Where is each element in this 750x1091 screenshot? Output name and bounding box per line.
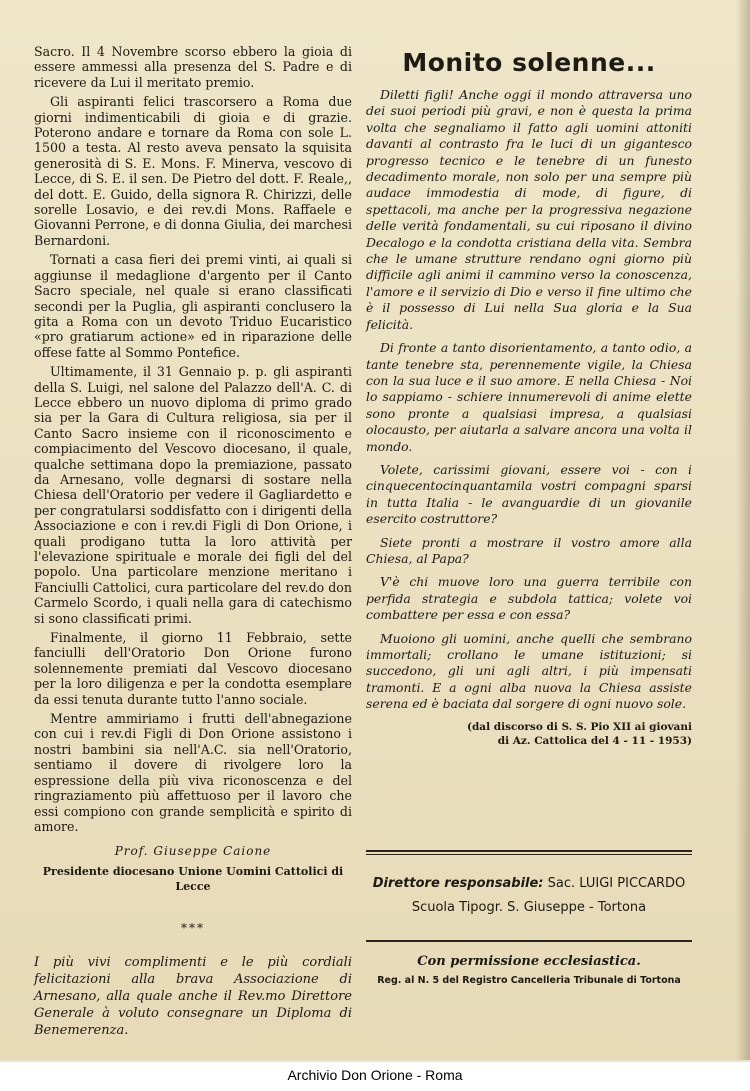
approval-block: [366, 954, 692, 986]
speech-paragraph: Muoiono gli uomini, anche quelli che sembrano immortali; crollano le umane istituzioni; si succedono, gli uni agli altri, i più impensati tramonti. E a ogni alba nuova la Chiesa assiste serena ed è baciata dal sorgere di ogni nuovo sole.: [366, 630, 692, 712]
section-separator: ***: [181, 920, 205, 935]
source-line: (dal discorso di S. S. Pio XII ai giovani: [466, 720, 692, 733]
speech-paragraph: Volete, carissimi giovani, essere voi - con i cinquecentocinquantamila vostri compagni sparsi in tutta Italia - le avanguardie di un giovanile esercito costruttore?: [366, 461, 692, 527]
speech-paragraph: Diletti figli! Anche oggi il mondo attraversa uno dei suoi periodi più gravi, e non è questa la prima volta che segnaliamo il fatto agli uomini attoniti davanti al contrasto fra le luci di un gigantesco progresso tecnico e le tenebre di un funesto decadimento morale, non solo per una sempre più audace immodestia di mode, di figure, di spettacoli, ma anche per la progressiva negazione delle verità fondamentali, su cui riposano il divino Decalogo e la condotta cristiana della vita. Sembra che le umane strutture rendano ogni giorno più difficile agli animi il cammino verso la conoscenza, l'amore e il servizio di Dio e verso il fine ultimo che è il possesso di Lui nella Sua gloria e la Sua felicità.: [366, 87, 692, 332]
article-paragraph: Gli aspiranti felici trascorsero a Roma due giorni indimenticabili di gioia e di grazie. Poterono andare e tornare da Roma con sole L. 1500 a testa. Al resto aveva pensato la squisita generosità di S. E. Mons. F. Minerva, vescovo di Lecce, di S. E. il sen. De Pietro del dott. F. Reale,, del dott. E. Guido, della signora R. Chirizzi, delle sorelle Losavio, e dei rev.di Mons. Raffaele e Giovanni Perrone, e di donna Giulia, dei marchesi Bernardoni.: [34, 94, 352, 248]
article-paragraph: Mentre ammiriamo i frutti dell'abnegazione con cui i rev.di Figli di Don Orione assistono i nostri bambini sia nell'A.C. sia nell'Oratorio, sentiamo il dovere di rivolgere loro la espressione della più viva riconoscenza e del ringraziamento più affettuoso per il lavoro che essi compiono con grande semplicità e spirito di amore.: [34, 711, 352, 834]
archive-footer: Archivio Don Orione - Roma: [0, 1062, 750, 1091]
signature-role: Presidente diocesano Unione Uomini Cattolici di Lecce: [42, 864, 344, 894]
divider-rule: [366, 940, 692, 942]
article-paragraph: Sacro. Il 4 Novembre scorso ebbero la gioia di essere ammessi alla presenza del S. Padre e di ricevere da Lui il meritato premio.: [34, 44, 352, 90]
left-column: [34, 44, 352, 1039]
article-paragraph: Tornati a casa fieri dei premi vinti, ai quali si aggiunse il medaglione d'argento per il Canto Sacro speciale, nel quale si erano classificati secondi per la Puglia, gli aspiranti conclusero la gita a Roma con un devoto Triduo Eucaristico «pro gratiarum actione» ed in riparazione delle offese fatte al Sommo Pontefice.: [34, 252, 352, 360]
speech-paragraph: Di fronte a tanto disorientamento, a tanto odio, a tante tenebre sta, perennemente vigile, la Chiesa con la sua luce e il suo amore. E nella Chiesa - Noi lo sappiamo - schiere innumerevoli di anime elette sono pronte a qualsiasi impresa, a qualsiasi olocausto, per aiutarla a salvare ancora una volta il mondo.: [366, 340, 692, 454]
source-line: di Az. Cattolica del 4 - 11 - 1953): [497, 734, 692, 747]
article-signature: [34, 844, 352, 894]
article-paragraph: Ultimamente, il 31 Gennaio p. p. gli aspiranti della S. Luigi, nel salone del Palazzo dell'A. C. di Lecce ebbero un nuovo diploma di primo grado sia per la Gara di Cultura religiosa, sia per il Canto Sacro insieme con il riconoscimento e compiacimento del Vescovo diocesano, il quale, qualche settimana dopo la premiazione, passato da Arnesano, volle degnarsi di sostare nella Chiesa dell'Oratorio per vedere il Gagliardetto e per congratularsi soddisfatto con i dirigenti della Associazione e con i rev.di Figli di Don Orione, i quali prodigano tutta la loro attività per l'elevazione spirituale e morale dei figli del del popolo. Una particolare menzione meritano i Fanciulli Cattolici, cura particolare del rev.do don Carmelo Scordo, i quali nella gara di catechismo si sono classificati primi.: [34, 364, 352, 626]
signature-name: Prof. Giuseppe Caione: [114, 844, 272, 859]
speech-paragraph: V'è chi muove loro una guerra terribile con perfida strategia e subdola tattica; volete voi combattere per essa e con essa?: [366, 574, 692, 623]
article-title: Monito solenne...: [402, 48, 656, 77]
director-name: Sac. LUIGI PICCARDO: [547, 876, 686, 891]
approval-heading: Con permissione ecclesiastica.: [417, 954, 641, 969]
closing-note: I più vivi complimenti e le più cordiali felicitazioni alla brava Associazione di Arnesano, alla quale anche il Rev.mo Direttore Generale à voluto consegnare un Diploma di Benemerenza.: [34, 954, 352, 1038]
speech-text: [366, 87, 692, 713]
speech-paragraph: Siete pronti a mostrare il vostro amore alla Chiesa, al Papa?: [366, 534, 692, 566]
article-paragraph: Finalmente, il giorno 11 Febbraio, sette fanciulli dell'Oratorio Don Orione furono solennemente premiati dal Vescovo diocesano per la loro diligenza e per la condotta esemplare da essi tenuta durante tutto l'anno sociale.: [34, 630, 352, 707]
speech-source: [366, 720, 692, 748]
divider-rule: [366, 850, 692, 855]
right-column: [366, 44, 692, 748]
imprint-block: [366, 872, 692, 920]
printer-line: Scuola Tipogr. S. Giuseppe - Tortona: [411, 900, 647, 915]
director-label: Direttore responsabile:: [372, 876, 544, 891]
page-edge-shadow: [736, 0, 750, 1060]
director-line: [366, 872, 692, 896]
registration-line: Reg. al N. 5 del Registro Cancelleria Tribunale di Tortona: [377, 975, 681, 986]
